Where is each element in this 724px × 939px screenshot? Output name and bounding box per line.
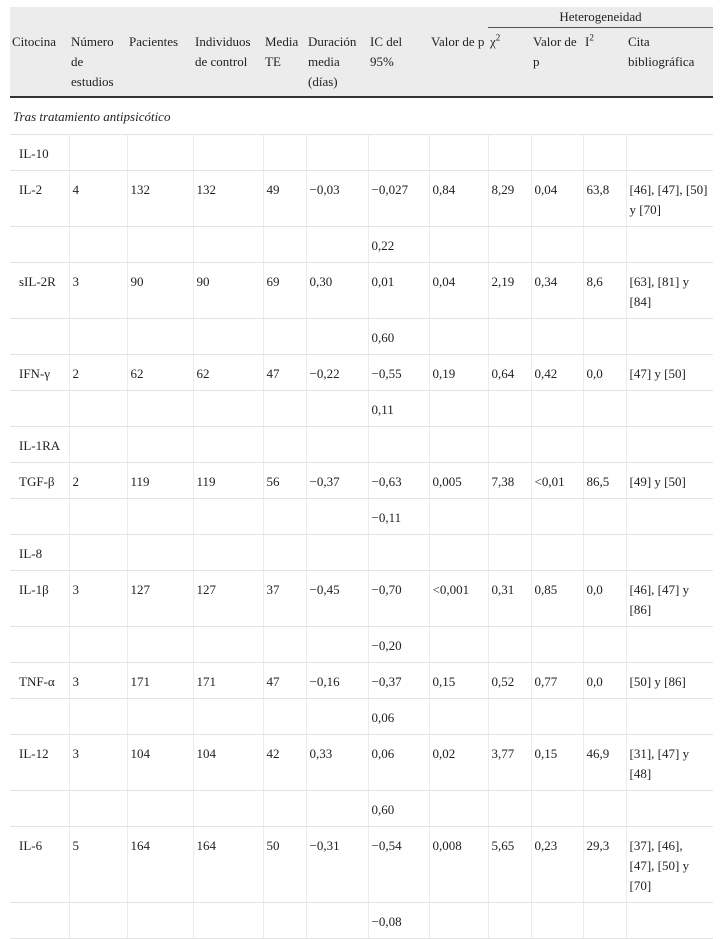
table-cell bbox=[583, 135, 626, 171]
table-cell bbox=[531, 627, 583, 663]
table-cell: −0,027 bbox=[368, 171, 429, 227]
table-cell bbox=[368, 135, 429, 171]
table-cell: <0,001 bbox=[429, 571, 488, 627]
table-cell bbox=[488, 391, 531, 427]
table-cell bbox=[583, 227, 626, 263]
table-cell: −0,55 bbox=[368, 355, 429, 391]
table-cell bbox=[193, 791, 263, 827]
table-cell bbox=[193, 535, 263, 571]
table-cell bbox=[583, 427, 626, 463]
table-cell bbox=[263, 135, 306, 171]
table-cell: −0,08 bbox=[368, 903, 429, 939]
table-cell bbox=[263, 391, 306, 427]
table-cell bbox=[626, 699, 713, 735]
table-cell bbox=[306, 903, 368, 939]
table-cell bbox=[583, 319, 626, 355]
table-cell: [47] y [50] bbox=[626, 355, 713, 391]
table-cell bbox=[69, 319, 127, 355]
table-cell bbox=[193, 135, 263, 171]
table-cell: 104 bbox=[193, 735, 263, 791]
table-cell: 0,19 bbox=[429, 355, 488, 391]
cytokine-name-cell bbox=[10, 699, 69, 735]
table-cell bbox=[583, 627, 626, 663]
table-cell bbox=[127, 227, 193, 263]
table-cell: −0,03 bbox=[306, 171, 368, 227]
table-cell bbox=[626, 135, 713, 171]
table-cell: 0,04 bbox=[531, 171, 583, 227]
cytokine-name-cell bbox=[10, 391, 69, 427]
col-duracion-media: Duración media (días) bbox=[306, 28, 368, 98]
col-ic-95: IC del 95% bbox=[368, 28, 429, 98]
table-cell: −0,11 bbox=[368, 499, 429, 535]
table-cell: −0,22 bbox=[306, 355, 368, 391]
table-cell: 8,6 bbox=[583, 263, 626, 319]
table-cell bbox=[127, 499, 193, 535]
table-cell bbox=[127, 391, 193, 427]
table-cell: 2 bbox=[69, 355, 127, 391]
table-cell: −0,37 bbox=[306, 463, 368, 499]
table-cell bbox=[263, 499, 306, 535]
table-cell bbox=[583, 791, 626, 827]
table-row bbox=[10, 535, 713, 571]
table-cell: 47 bbox=[263, 355, 306, 391]
table-cell: 5 bbox=[69, 827, 127, 903]
heterogeneity-group-header: Heterogeneidad bbox=[488, 7, 713, 28]
table-cell bbox=[429, 535, 488, 571]
table-cell: 0,06 bbox=[368, 735, 429, 791]
table-cell: 4 bbox=[69, 171, 127, 227]
table-cell: [50] y [86] bbox=[626, 663, 713, 699]
table-cell: 0,11 bbox=[368, 391, 429, 427]
table-row bbox=[10, 355, 713, 391]
table-cell: 5,65 bbox=[488, 827, 531, 903]
table-cell bbox=[531, 227, 583, 263]
table-cell bbox=[306, 227, 368, 263]
table-cell bbox=[306, 791, 368, 827]
table-cell: 69 bbox=[263, 263, 306, 319]
cytokine-name-cell: IL-8 bbox=[10, 535, 69, 571]
table-cell bbox=[193, 427, 263, 463]
table-row bbox=[10, 427, 713, 463]
table-cell bbox=[488, 135, 531, 171]
table-row bbox=[10, 699, 713, 735]
table-cell bbox=[488, 627, 531, 663]
cytokine-name-cell bbox=[10, 227, 69, 263]
i-symbol: I bbox=[585, 34, 590, 49]
table-cell: 0,04 bbox=[429, 263, 488, 319]
table-cell bbox=[488, 903, 531, 939]
table-row bbox=[10, 391, 713, 427]
table-cell bbox=[263, 699, 306, 735]
table-cell bbox=[193, 391, 263, 427]
table-cell bbox=[531, 535, 583, 571]
table-cell: 62 bbox=[193, 355, 263, 391]
table-cell: [63], [81] y [84] bbox=[626, 263, 713, 319]
table-cell: 37 bbox=[263, 571, 306, 627]
cytokine-name-cell: IFN-γ bbox=[10, 355, 69, 391]
table-cell: 62 bbox=[127, 355, 193, 391]
table-cell: 46,9 bbox=[583, 735, 626, 791]
table-cell: 0,15 bbox=[429, 663, 488, 699]
table-cell bbox=[583, 903, 626, 939]
table-cell: 0,0 bbox=[583, 355, 626, 391]
table-cell: [46], [47] y [86] bbox=[626, 571, 713, 627]
table-cell: 0,06 bbox=[368, 699, 429, 735]
table-cell bbox=[429, 391, 488, 427]
table-cell bbox=[263, 427, 306, 463]
table-cell bbox=[263, 227, 306, 263]
table-cell bbox=[263, 791, 306, 827]
table-cell: 90 bbox=[193, 263, 263, 319]
table-row bbox=[10, 319, 713, 355]
table-cell bbox=[193, 227, 263, 263]
table-cell: −0,20 bbox=[368, 627, 429, 663]
table-cell: −0,31 bbox=[306, 827, 368, 903]
table-cell bbox=[127, 319, 193, 355]
table-cell: 164 bbox=[193, 827, 263, 903]
cytokine-name-cell bbox=[10, 499, 69, 535]
table-cell: 0,64 bbox=[488, 355, 531, 391]
table-cell bbox=[69, 903, 127, 939]
table-cell: 0,0 bbox=[583, 663, 626, 699]
table-cell: 132 bbox=[193, 171, 263, 227]
cytokine-name-cell: IL-6 bbox=[10, 827, 69, 903]
table-cell: 0,84 bbox=[429, 171, 488, 227]
table-cell bbox=[368, 427, 429, 463]
table-row bbox=[10, 571, 713, 627]
table-cell bbox=[69, 535, 127, 571]
table-cell bbox=[429, 135, 488, 171]
table-cell: −0,45 bbox=[306, 571, 368, 627]
table-cell bbox=[306, 499, 368, 535]
table-cell: [46], [47], [50] y [70] bbox=[626, 171, 713, 227]
table-cell: 0,22 bbox=[368, 227, 429, 263]
table-cell bbox=[626, 391, 713, 427]
table-cell bbox=[626, 319, 713, 355]
table-cell bbox=[488, 699, 531, 735]
table-cell bbox=[626, 535, 713, 571]
table-cell bbox=[626, 427, 713, 463]
table-cell bbox=[69, 499, 127, 535]
table-cell: 0,31 bbox=[488, 571, 531, 627]
table-cell: −0,63 bbox=[368, 463, 429, 499]
table-cell bbox=[583, 535, 626, 571]
cytokine-meta-analysis-table bbox=[10, 7, 713, 939]
cytokine-name-cell: TNF-α bbox=[10, 663, 69, 699]
cytokine-name-cell: IL-2 bbox=[10, 171, 69, 227]
table-cell bbox=[127, 135, 193, 171]
table-cell: 0,0 bbox=[583, 571, 626, 627]
table-cell bbox=[69, 135, 127, 171]
col-individuos-control: Individuos de control bbox=[193, 28, 263, 98]
col-valor-p: Valor de p bbox=[429, 28, 488, 98]
table-cell bbox=[306, 135, 368, 171]
table-cell bbox=[429, 699, 488, 735]
table-cell: 0,42 bbox=[531, 355, 583, 391]
table-cell bbox=[429, 903, 488, 939]
table-cell bbox=[488, 319, 531, 355]
table-cell bbox=[429, 627, 488, 663]
table-cell bbox=[306, 699, 368, 735]
table-cell: 0,34 bbox=[531, 263, 583, 319]
col-numero-estudios: Número de estudios bbox=[69, 28, 127, 98]
cytokine-name-cell bbox=[10, 319, 69, 355]
table-row bbox=[10, 791, 713, 827]
table-cell bbox=[626, 791, 713, 827]
table-cell: 127 bbox=[127, 571, 193, 627]
table-cell: −0,16 bbox=[306, 663, 368, 699]
table-body bbox=[10, 97, 713, 939]
i-superscript: 2 bbox=[589, 32, 594, 43]
chi-superscript: 2 bbox=[495, 32, 501, 43]
col-citocina: Citocina bbox=[10, 28, 69, 98]
table-row bbox=[10, 263, 713, 319]
table-cell: 3 bbox=[69, 735, 127, 791]
table-cell bbox=[193, 903, 263, 939]
table-cell bbox=[531, 903, 583, 939]
table-cell: 0,33 bbox=[306, 735, 368, 791]
table-cell: 0,01 bbox=[368, 263, 429, 319]
table-cell bbox=[127, 535, 193, 571]
table-cell: 2,19 bbox=[488, 263, 531, 319]
table-cell: −0,70 bbox=[368, 571, 429, 627]
table-cell bbox=[531, 791, 583, 827]
table-cell bbox=[488, 791, 531, 827]
table-cell bbox=[583, 391, 626, 427]
table-row bbox=[10, 735, 713, 791]
table-cell: [31], [47] y [48] bbox=[626, 735, 713, 791]
col-i-squared bbox=[583, 28, 626, 98]
table-cell bbox=[263, 535, 306, 571]
table-cell: 0,30 bbox=[306, 263, 368, 319]
table-cell: 119 bbox=[127, 463, 193, 499]
table-cell bbox=[306, 319, 368, 355]
table-cell: 0,005 bbox=[429, 463, 488, 499]
table-cell bbox=[488, 227, 531, 263]
table-cell bbox=[193, 627, 263, 663]
table-cell: 127 bbox=[193, 571, 263, 627]
table-cell bbox=[626, 227, 713, 263]
table-row bbox=[10, 663, 713, 699]
table-cell bbox=[306, 427, 368, 463]
table-cell: 0,60 bbox=[368, 791, 429, 827]
table-cell bbox=[429, 227, 488, 263]
col-media-te: Media TE bbox=[263, 28, 306, 98]
table-cell bbox=[193, 499, 263, 535]
table-cell: 3 bbox=[69, 663, 127, 699]
section-title: Tras tratamiento antipsicótico bbox=[10, 97, 713, 135]
table-cell: 3 bbox=[69, 571, 127, 627]
table-cell: 3,77 bbox=[488, 735, 531, 791]
table-cell: 90 bbox=[127, 263, 193, 319]
table-cell: <0,01 bbox=[531, 463, 583, 499]
table-cell bbox=[127, 427, 193, 463]
cytokine-table-container bbox=[10, 7, 713, 939]
table-cell: 0,008 bbox=[429, 827, 488, 903]
table-cell: 0,02 bbox=[429, 735, 488, 791]
table-cell: −0,37 bbox=[368, 663, 429, 699]
cytokine-name-cell: IL-10 bbox=[10, 135, 69, 171]
table-cell: 86,5 bbox=[583, 463, 626, 499]
table-cell: [37], [46], [47], [50] y [70] bbox=[626, 827, 713, 903]
table-cell: 56 bbox=[263, 463, 306, 499]
table-cell: 171 bbox=[127, 663, 193, 699]
table-cell: 8,29 bbox=[488, 171, 531, 227]
cytokine-name-cell bbox=[10, 791, 69, 827]
table-row bbox=[10, 499, 713, 535]
table-row bbox=[10, 463, 713, 499]
col-pacientes: Pacientes bbox=[127, 28, 193, 98]
table-cell bbox=[69, 627, 127, 663]
table-cell bbox=[583, 499, 626, 535]
table-cell: 0,85 bbox=[531, 571, 583, 627]
table-cell bbox=[626, 627, 713, 663]
table-cell: 63,8 bbox=[583, 171, 626, 227]
header-spacer bbox=[10, 7, 488, 28]
table-cell bbox=[306, 535, 368, 571]
col-het-valor-p: Valor de p bbox=[531, 28, 583, 98]
table-cell: 7,38 bbox=[488, 463, 531, 499]
table-cell bbox=[69, 391, 127, 427]
table-cell bbox=[488, 499, 531, 535]
table-cell: 2 bbox=[69, 463, 127, 499]
cytokine-name-cell: IL-1RA bbox=[10, 427, 69, 463]
table-header bbox=[10, 7, 713, 97]
table-cell bbox=[531, 135, 583, 171]
table-cell bbox=[193, 319, 263, 355]
table-cell: 0,52 bbox=[488, 663, 531, 699]
table-cell: 104 bbox=[127, 735, 193, 791]
table-row bbox=[10, 135, 713, 171]
table-row bbox=[10, 903, 713, 939]
table-cell: 29,3 bbox=[583, 827, 626, 903]
table-row bbox=[10, 227, 713, 263]
section-row bbox=[10, 97, 713, 135]
table-cell: 0,15 bbox=[531, 735, 583, 791]
chi-symbol: χ bbox=[490, 34, 496, 49]
table-cell bbox=[531, 699, 583, 735]
table-cell bbox=[626, 499, 713, 535]
table-cell bbox=[127, 627, 193, 663]
table-cell: 0,60 bbox=[368, 319, 429, 355]
table-cell bbox=[263, 903, 306, 939]
table-cell bbox=[127, 699, 193, 735]
cytokine-name-cell: sIL-2R bbox=[10, 263, 69, 319]
table-cell bbox=[127, 791, 193, 827]
table-cell bbox=[429, 499, 488, 535]
table-cell bbox=[531, 427, 583, 463]
table-cell: 119 bbox=[193, 463, 263, 499]
table-cell: 164 bbox=[127, 827, 193, 903]
table-row bbox=[10, 827, 713, 903]
table-cell bbox=[127, 903, 193, 939]
table-cell: 47 bbox=[263, 663, 306, 699]
table-cell bbox=[531, 391, 583, 427]
table-cell bbox=[263, 319, 306, 355]
table-cell bbox=[531, 499, 583, 535]
table-cell bbox=[429, 791, 488, 827]
table-cell bbox=[306, 391, 368, 427]
table-cell: 0,77 bbox=[531, 663, 583, 699]
table-cell bbox=[583, 699, 626, 735]
table-cell bbox=[531, 319, 583, 355]
cytokine-name-cell bbox=[10, 903, 69, 939]
table-cell: [49] y [50] bbox=[626, 463, 713, 499]
table-cell bbox=[263, 627, 306, 663]
table-cell bbox=[193, 699, 263, 735]
table-cell bbox=[429, 427, 488, 463]
table-cell bbox=[306, 627, 368, 663]
table-cell: 3 bbox=[69, 263, 127, 319]
cytokine-name-cell: IL-1β bbox=[10, 571, 69, 627]
table-row bbox=[10, 627, 713, 663]
table-cell: −0,54 bbox=[368, 827, 429, 903]
table-cell bbox=[488, 427, 531, 463]
cytokine-name-cell bbox=[10, 627, 69, 663]
col-cita-bibliografica: Cita bibliográfica bbox=[626, 28, 713, 98]
table-cell: 171 bbox=[193, 663, 263, 699]
table-cell: 0,23 bbox=[531, 827, 583, 903]
table-cell bbox=[69, 427, 127, 463]
table-row bbox=[10, 171, 713, 227]
table-cell bbox=[69, 227, 127, 263]
cytokine-name-cell: IL-12 bbox=[10, 735, 69, 791]
table-cell bbox=[626, 903, 713, 939]
table-cell: 49 bbox=[263, 171, 306, 227]
table-cell: 50 bbox=[263, 827, 306, 903]
cytokine-name-cell: TGF-β bbox=[10, 463, 69, 499]
table-cell bbox=[69, 699, 127, 735]
table-cell bbox=[488, 535, 531, 571]
table-cell: 42 bbox=[263, 735, 306, 791]
col-chi-squared bbox=[488, 28, 531, 98]
table-cell bbox=[368, 535, 429, 571]
table-cell bbox=[429, 319, 488, 355]
table-cell bbox=[69, 791, 127, 827]
table-cell: 132 bbox=[127, 171, 193, 227]
